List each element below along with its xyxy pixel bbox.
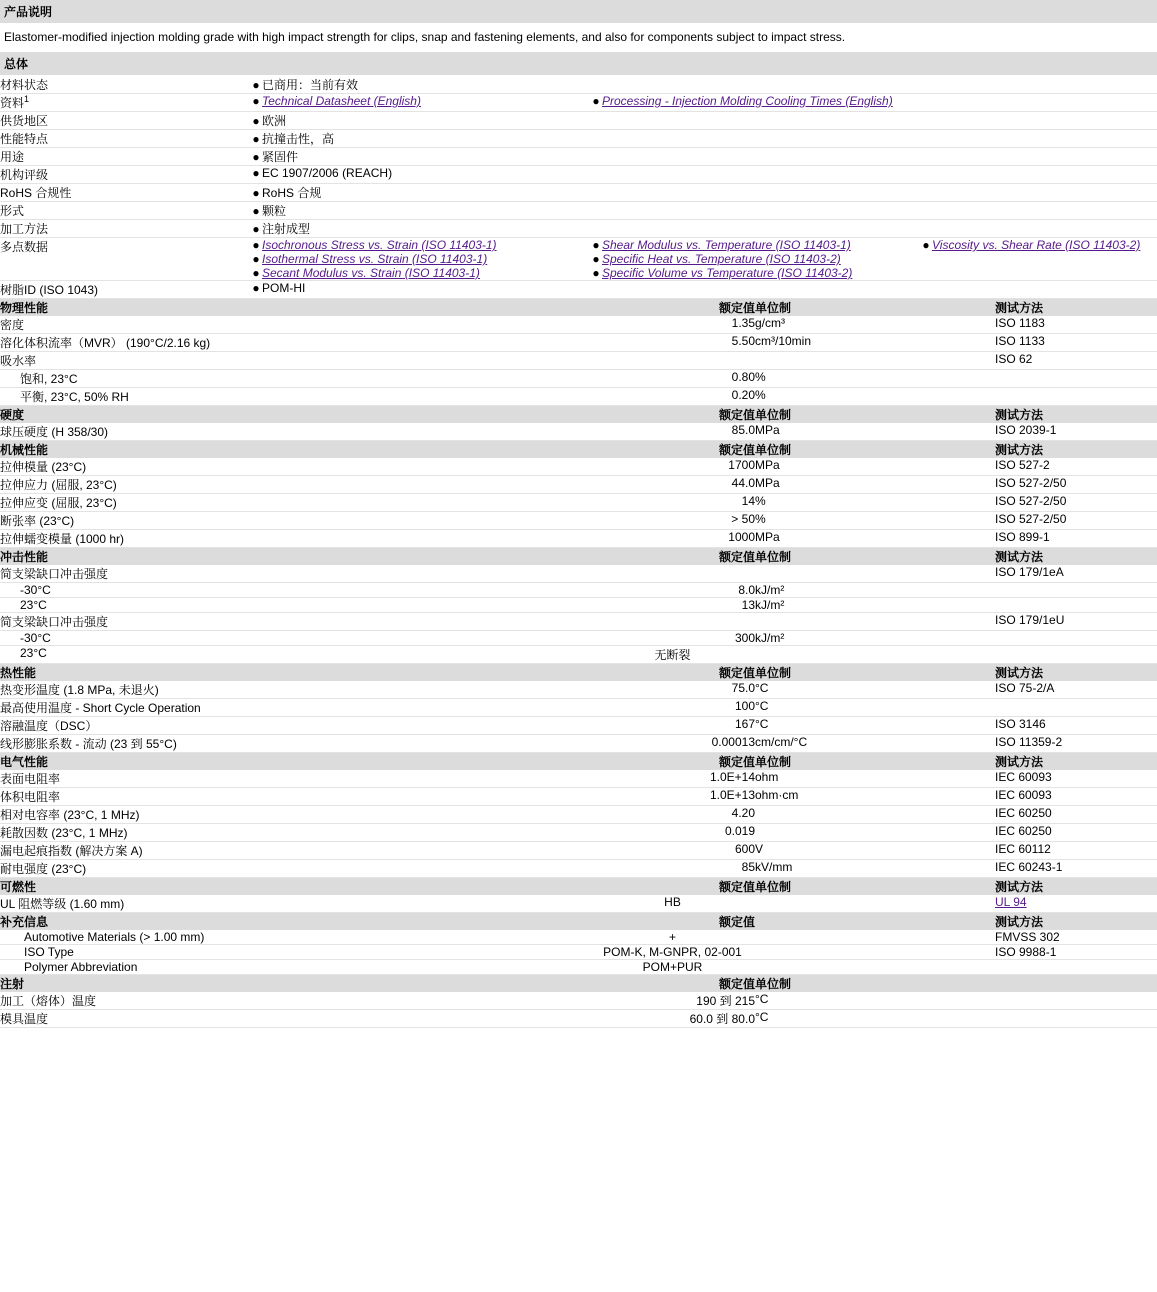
table-row	[0, 613, 1157, 631]
property-value-tensile-creep-modulus: 1000	[590, 530, 755, 548]
table-row	[0, 512, 1157, 530]
property-unit-tensile-strain: %	[755, 494, 995, 512]
multipoint-link-shear-modulus-temperature[interactable]: Shear Modulus vs. Temperature (ISO 11403-1)	[602, 238, 851, 252]
table-row	[0, 202, 1157, 220]
table-row	[0, 76, 1157, 94]
processing-cooling-times-link[interactable]: Processing - Injection Molding Cooling Times (English)	[602, 94, 893, 108]
column-header-rated-value: 额定值	[590, 664, 755, 682]
table-row	[0, 681, 1157, 699]
bullet-icon: ●	[252, 222, 260, 236]
column-header-rated-value: 额定值	[590, 753, 755, 771]
general-label-resin-id: 树脂ID (ISO 1043)	[0, 281, 250, 299]
section-header-physical	[0, 299, 1157, 316]
property-method-max-service-temp	[995, 699, 1157, 717]
property-value-charpy-notched-a	[590, 565, 755, 583]
property-label-equilibrium: 平衡, 23°C, 50% RH	[0, 388, 590, 406]
property-unit-tensile-stress: MPa	[755, 476, 995, 494]
bullet-icon: ●	[252, 150, 260, 164]
column-header-rated-value: 额定值	[590, 441, 755, 459]
property-value-melting-temperature: 167	[590, 717, 755, 735]
property-label-relative-permittivity: 相对电容率 (23°C, 1 MHz)	[0, 806, 590, 824]
general-value-features	[250, 130, 1157, 148]
column-header-unit	[755, 913, 995, 931]
table-row	[0, 388, 1157, 406]
property-value-processing-melt-temp: 190 到 215	[590, 992, 755, 1010]
column-header-unit: 单位制	[755, 664, 995, 682]
property-value-charpy-u-23: 无断裂	[590, 646, 755, 664]
bullet-icon: ●	[592, 238, 600, 252]
property-unit-charpy-notched-u	[755, 613, 995, 631]
property-method-tensile-stress: ISO 527-2/50	[995, 476, 1157, 494]
property-unit-automotive-materials	[755, 930, 995, 945]
section-title-impact: 冲击性能	[0, 548, 590, 566]
technical-datasheet-link[interactable]: Technical Datasheet (English)	[262, 94, 421, 108]
table-row	[0, 130, 1157, 148]
property-unit-equilibrium: %	[755, 388, 995, 406]
bullet-icon: ●	[252, 238, 260, 252]
property-label-charpy-notched-u: 简支梁缺口冲击强度	[0, 613, 590, 631]
property-value-cti: 600	[590, 842, 755, 860]
general-label-rohs: RoHS 合规性	[0, 184, 250, 202]
property-unit-water-absorption	[755, 352, 995, 370]
property-value-hdt: 75.0	[590, 681, 755, 699]
general-value-resin-id	[250, 281, 1157, 299]
property-label-charpy-u-minus30: -30°C	[0, 631, 590, 646]
property-unit-clte-flow: cm/cm/°C	[755, 735, 995, 753]
property-method-elongation-at-break: ISO 527-2/50	[995, 512, 1157, 530]
table-row	[0, 930, 1157, 945]
property-unit-relative-permittivity	[755, 806, 995, 824]
property-label-saturated: 饱和, 23°C	[0, 370, 590, 388]
property-value-ul-flame-rating: HB	[590, 895, 755, 913]
property-value-ball-indentation-hardness: 85.0	[590, 423, 755, 441]
table-row	[0, 494, 1157, 512]
general-value-availability	[250, 112, 1157, 130]
section-title-physical: 物理性能	[0, 299, 590, 316]
property-unit-dielectric-strength: kV/mm	[755, 860, 995, 878]
general-label-multipoint-data: 多点数据	[0, 238, 250, 281]
property-value-charpy-notched-u	[590, 613, 755, 631]
table-row	[0, 992, 1157, 1010]
property-label-charpy-notched-a: 简支梁缺口冲击强度	[0, 565, 590, 583]
list-item	[590, 266, 920, 280]
property-unit-hdt: °C	[755, 681, 995, 699]
property-method-dielectric-strength: IEC 60243-1	[995, 860, 1157, 878]
table-row	[0, 646, 1157, 664]
property-value-mvr: 5.50	[590, 334, 755, 352]
property-value-volume-resistivity: 1.0E+13	[590, 788, 755, 806]
property-unit-saturated: %	[755, 370, 995, 388]
table-row	[0, 458, 1157, 476]
multipoint-column-1	[250, 238, 590, 281]
value-text: RoHS 合规	[262, 186, 322, 200]
property-label-iso-type: ISO Type	[0, 945, 590, 960]
column-header-test-method: 测试方法	[995, 913, 1157, 931]
property-value-equilibrium: 0.20	[590, 388, 755, 406]
property-method-surface-resistivity: IEC 60093	[995, 770, 1157, 788]
column-header-test-method: 测试方法	[995, 664, 1157, 682]
bullet-icon: ●	[252, 266, 260, 280]
section-header-general: 总体	[0, 52, 1157, 76]
property-unit-mold-temperature: °C	[755, 1010, 995, 1028]
property-method-charpy-notched-a: ISO 179/1eA	[995, 565, 1157, 583]
table-row	[0, 945, 1157, 960]
column-header-test-method: 测试方法	[995, 753, 1157, 771]
column-header-unit: 单位制	[755, 975, 995, 993]
property-unit-cti: V	[755, 842, 995, 860]
multipoint-link-isothermal-stress-strain[interactable]: Isothermal Stress vs. Strain (ISO 11403-1)	[262, 252, 488, 266]
bullet-icon: ●	[252, 166, 260, 180]
property-method-cti: IEC 60112	[995, 842, 1157, 860]
column-header-rated-value: 额定值	[590, 975, 755, 993]
table-row	[0, 148, 1157, 166]
property-method-hdt: ISO 75-2/A	[995, 681, 1157, 699]
property-label-tensile-modulus: 拉伸模量 (23°C)	[0, 458, 590, 476]
property-label-water-absorption: 吸水率	[0, 352, 590, 370]
property-method-iso-type: ISO 9988-1	[995, 945, 1157, 960]
column-header-test-method: 测试方法	[995, 406, 1157, 424]
table-row	[0, 423, 1157, 441]
property-method-clte-flow: ISO 11359-2	[995, 735, 1157, 753]
property-label-ul-flame-rating: UL 阻燃等级 (1.60 mm)	[0, 895, 590, 913]
section-header-thermal	[0, 664, 1157, 682]
list-item	[250, 266, 590, 280]
property-method-volume-resistivity: IEC 60093	[995, 788, 1157, 806]
property-method-charpy-notched-u: ISO 179/1eU	[995, 613, 1157, 631]
section-title-flammability: 可燃性	[0, 878, 590, 896]
table-row	[0, 166, 1157, 184]
property-unit-surface-resistivity: ohm	[755, 770, 995, 788]
property-label-polymer-abbreviation: Polymer Abbreviation	[0, 960, 590, 975]
table-row	[0, 184, 1157, 202]
property-method-saturated	[995, 370, 1157, 388]
property-label-melting-temperature: 溶融温度（DSC）	[0, 717, 590, 735]
property-method-melting-temperature: ISO 3146	[995, 717, 1157, 735]
section-title-thermal: 热性能	[0, 664, 590, 682]
table-row	[0, 476, 1157, 494]
list-item	[250, 238, 590, 252]
bullet-icon: ●	[252, 132, 260, 146]
property-unit-max-service-temp: °C	[755, 699, 995, 717]
general-table	[0, 76, 1157, 299]
property-method-mold-temperature	[995, 1010, 1157, 1028]
table-row	[0, 530, 1157, 548]
property-method-charpy-u-23	[995, 646, 1157, 664]
table-row	[0, 220, 1157, 238]
property-value-charpy-a-23: 13	[590, 598, 755, 613]
section-header-injection	[0, 975, 1157, 993]
table-row	[0, 788, 1157, 806]
property-label-processing-melt-temp: 加工（熔体）温度	[0, 992, 590, 1010]
property-value-iso-type: POM-K, M-GNPR, 02-001	[590, 945, 755, 960]
general-label-uses: 用途	[0, 148, 250, 166]
property-label-dielectric-strength: 耐电强度 (23°C)	[0, 860, 590, 878]
bullet-icon: ●	[252, 94, 260, 108]
property-unit-ul-flame-rating	[755, 895, 995, 913]
table-row	[0, 583, 1157, 598]
table-row	[0, 960, 1157, 975]
list-item	[590, 238, 920, 252]
table-row	[0, 352, 1157, 370]
column-header-unit: 单位制	[755, 753, 995, 771]
property-unit-polymer-abbreviation	[755, 960, 995, 975]
section-header-flammability	[0, 878, 1157, 896]
property-method-tensile-strain: ISO 527-2/50	[995, 494, 1157, 512]
property-method-ul-flame-rating	[995, 895, 1157, 913]
general-label-documents: 资料$^1$	[0, 94, 250, 112]
property-unit-melting-temperature: °C	[755, 717, 995, 735]
property-unit-charpy-u-minus30: kJ/m²	[755, 631, 995, 646]
property-method-tensile-modulus: ISO 527-2	[995, 458, 1157, 476]
section-title-hardness: 硬度	[0, 406, 590, 424]
property-value-tensile-stress: 44.0	[590, 476, 755, 494]
property-unit-charpy-a-minus30: kJ/m²	[755, 583, 995, 598]
column-header-unit: 单位制	[755, 441, 995, 459]
property-label-tensile-stress: 拉伸应力 (屈服, 23°C)	[0, 476, 590, 494]
table-row	[0, 842, 1157, 860]
value-text: 紧固件	[262, 150, 299, 164]
section-header-product-description: 产品说明	[0, 0, 1157, 24]
general-value-doc-2	[590, 94, 1157, 112]
column-header-test-method	[995, 975, 1157, 993]
general-value-processing-method	[250, 220, 1157, 238]
general-value-forms	[250, 202, 1157, 220]
column-header-test-method: 测试方法	[995, 878, 1157, 896]
bullet-icon: ●	[252, 78, 260, 92]
property-value-mold-temperature: 60.0 到 80.0	[590, 1010, 755, 1028]
property-value-automotive-materials: +	[590, 930, 755, 945]
property-unit-elongation-at-break: %	[755, 512, 995, 530]
property-unit-tensile-modulus: MPa	[755, 458, 995, 476]
table-row	[0, 806, 1157, 824]
multipoint-link-isochronous-stress-strain[interactable]: Isochronous Stress vs. Strain (ISO 11403-1)	[262, 238, 497, 252]
property-method-charpy-a-23	[995, 598, 1157, 613]
table-row	[0, 1010, 1157, 1028]
section-header-electrical	[0, 753, 1157, 771]
property-unit-charpy-a-23: kJ/m²	[755, 598, 995, 613]
list-item	[920, 238, 1157, 252]
column-header-test-method: 测试方法	[995, 548, 1157, 566]
property-label-mold-temperature: 模具温度	[0, 1010, 590, 1028]
section-title-additional-info: 补充信息	[0, 913, 590, 931]
property-value-elongation-at-break: > 50	[590, 512, 755, 530]
product-description-text: Elastomer-modified injection molding grade with high impact strength for clips, snap and fastening elements, and also for components subject to impact stress.	[4, 30, 846, 44]
table-row	[0, 370, 1157, 388]
property-label-clte-flow: 线形膨胀系数 - 流动 (23 到 55°C)	[0, 735, 590, 753]
property-method-ball-indentation-hardness: ISO 2039-1	[995, 423, 1157, 441]
table-row	[0, 860, 1157, 878]
property-unit-tensile-creep-modulus: MPa	[755, 530, 995, 548]
property-method-processing-melt-temp	[995, 992, 1157, 1010]
general-label-agency-ratings: 机构评级	[0, 166, 250, 184]
property-method-charpy-u-minus30	[995, 631, 1157, 646]
general-label-availability: 供货地区	[0, 112, 250, 130]
column-header-rated-value: 额定值	[590, 299, 755, 316]
property-method-automotive-materials: FMVSS 302	[995, 930, 1157, 945]
column-header-unit: 单位制	[755, 299, 995, 316]
multipoint-column-2	[590, 238, 920, 281]
property-label-ball-indentation-hardness: 球压硬度 (H 358/30)	[0, 423, 590, 441]
table-row	[0, 112, 1157, 130]
general-value-doc-1	[250, 94, 590, 112]
list-item	[250, 252, 590, 266]
column-header-rated-value: 额定值	[590, 878, 755, 896]
table-row	[0, 735, 1157, 753]
property-value-surface-resistivity: 1.0E+14	[590, 770, 755, 788]
bullet-icon: ●	[592, 266, 600, 280]
column-header-test-method: 测试方法	[995, 441, 1157, 459]
property-label-automotive-materials: Automotive Materials (> 1.00 mm)	[0, 930, 590, 945]
list-item	[590, 252, 920, 266]
property-method-tensile-creep-modulus: ISO 899-1	[995, 530, 1157, 548]
multipoint-link-specific-heat-temperature[interactable]: Specific Heat vs. Temperature (ISO 11403-2)	[602, 252, 841, 266]
bullet-icon: ●	[592, 252, 600, 266]
property-value-water-absorption	[590, 352, 755, 370]
property-unit-mvr: cm³/10min	[755, 334, 995, 352]
bullet-icon: ●	[252, 281, 260, 295]
section-header-hardness	[0, 406, 1157, 424]
section-header-impact	[0, 548, 1157, 566]
bullet-icon: ●	[252, 252, 260, 266]
property-value-dissipation-factor: 0.019	[590, 824, 755, 842]
property-label-tensile-creep-modulus: 拉伸蠕变模量 (1000 hr)	[0, 530, 590, 548]
value-text: EC 1907/2006 (REACH)	[262, 166, 393, 180]
property-value-charpy-a-minus30: 8.0	[590, 583, 755, 598]
column-header-unit: 单位制	[755, 548, 995, 566]
general-label-features: 性能特点	[0, 130, 250, 148]
property-value-max-service-temp: 100	[590, 699, 755, 717]
property-label-density: 密度	[0, 316, 590, 334]
property-label-mvr: 溶化体积流率（MVR） (190°C/2.16 kg)	[0, 334, 590, 352]
property-value-dielectric-strength: 85	[590, 860, 755, 878]
column-header-unit: 单位制	[755, 406, 995, 424]
column-header-rated-value: 额定值	[590, 913, 755, 931]
bullet-icon: ●	[252, 114, 260, 128]
property-method-equilibrium	[995, 388, 1157, 406]
table-row	[0, 895, 1157, 913]
general-value-uses	[250, 148, 1157, 166]
property-value-density: 1.35	[590, 316, 755, 334]
multipoint-link-specific-volume-temperature[interactable]: Specific Volume vs Temperature (ISO 11403-2)	[602, 266, 853, 280]
multipoint-link-viscosity-shear-rate[interactable]: Viscosity vs. Shear Rate (ISO 11403-2)	[932, 238, 1141, 252]
ul94-link[interactable]: UL 94	[995, 895, 1027, 909]
table-row	[0, 334, 1157, 352]
property-label-hdt: 热变形温度 (1.8 MPa, 未退火)	[0, 681, 590, 699]
column-header-unit: 单位制	[755, 878, 995, 896]
property-unit-processing-melt-temp: °C	[755, 992, 995, 1010]
property-value-relative-permittivity: 4.20	[590, 806, 755, 824]
table-row	[0, 94, 1157, 112]
column-header-rated-value: 额定值	[590, 406, 755, 424]
general-value-material-status	[250, 76, 1157, 94]
property-unit-iso-type	[755, 945, 995, 960]
property-value-polymer-abbreviation: POM+PUR	[590, 960, 755, 975]
bullet-icon: ●	[252, 204, 260, 218]
section-title-mechanical: 机械性能	[0, 441, 590, 459]
table-row	[0, 598, 1157, 613]
table-row	[0, 770, 1157, 788]
property-label-tensile-strain: 拉伸应变 (屈服, 23°C)	[0, 494, 590, 512]
property-label-surface-resistivity: 表面电阻率	[0, 770, 590, 788]
property-unit-charpy-u-23	[755, 646, 995, 664]
multipoint-link-secant-modulus-strain[interactable]: Secant Modulus vs. Strain (ISO 11403-1)	[262, 266, 480, 280]
table-row	[0, 717, 1157, 735]
property-label-max-service-temp: 最高使用温度 - Short Cycle Operation	[0, 699, 590, 717]
table-row	[0, 631, 1157, 646]
value-text: 颗粒	[262, 204, 287, 218]
section-title-electrical: 电气性能	[0, 753, 590, 771]
table-row	[0, 824, 1157, 842]
property-label-dissipation-factor: 耗散因数 (23°C, 1 MHz)	[0, 824, 590, 842]
table-row	[0, 699, 1157, 717]
property-label-charpy-u-23: 23°C	[0, 646, 590, 664]
multipoint-data-row	[0, 238, 1157, 281]
property-method-dissipation-factor: IEC 60250	[995, 824, 1157, 842]
value-text: POM-HI	[262, 281, 306, 295]
property-unit-dissipation-factor	[755, 824, 995, 842]
property-method-water-absorption: ISO 62	[995, 352, 1157, 370]
property-label-charpy-a-23: 23°C	[0, 598, 590, 613]
value-text: 已商用：当前有效	[262, 78, 359, 92]
bullet-icon: ●	[922, 238, 930, 252]
general-value-rohs	[250, 184, 1157, 202]
general-label-material-status: 材料状态	[0, 76, 250, 94]
property-label-cti: 漏电起痕指数 (解决方案 A)	[0, 842, 590, 860]
table-row	[0, 316, 1157, 334]
multipoint-column-3	[920, 238, 1157, 281]
column-header-rated-value: 额定值	[590, 548, 755, 566]
property-unit-charpy-notched-a	[755, 565, 995, 583]
footnote-marker: 1	[24, 94, 30, 104]
general-value-agency-ratings	[250, 166, 1157, 184]
property-value-clte-flow: 0.00013	[590, 735, 755, 753]
value-text: 抗撞击性，高	[262, 132, 335, 146]
property-value-tensile-modulus: 1700	[590, 458, 755, 476]
column-header-test-method: 测试方法	[995, 299, 1157, 316]
general-label-processing-method: 加工方法	[0, 220, 250, 238]
value-text: 注射成型	[262, 222, 311, 236]
value-text: 欧洲	[262, 114, 287, 128]
property-method-relative-permittivity: IEC 60250	[995, 806, 1157, 824]
general-label-forms: 形式	[0, 202, 250, 220]
section-header-additional-info	[0, 913, 1157, 931]
property-unit-density: g/cm³	[755, 316, 995, 334]
table-row	[0, 565, 1157, 583]
property-unit-ball-indentation-hardness: MPa	[755, 423, 995, 441]
properties-table	[0, 299, 1157, 1028]
property-label-charpy-a-minus30: -30°C	[0, 583, 590, 598]
bullet-icon: ●	[592, 94, 600, 108]
property-method-density: ISO 1183	[995, 316, 1157, 334]
property-value-saturated: 0.80	[590, 370, 755, 388]
property-label-volume-resistivity: 体积电阻率	[0, 788, 590, 806]
property-value-tensile-strain: 14	[590, 494, 755, 512]
table-row	[0, 281, 1157, 299]
property-label-elongation-at-break: 断张率 (23°C)	[0, 512, 590, 530]
property-method-charpy-a-minus30	[995, 583, 1157, 598]
property-method-mvr: ISO 1133	[995, 334, 1157, 352]
property-value-charpy-u-minus30: 300	[590, 631, 755, 646]
section-title-injection: 注射	[0, 975, 590, 993]
bullet-icon: ●	[252, 186, 260, 200]
property-unit-volume-resistivity: ohm·cm	[755, 788, 995, 806]
section-header-mechanical	[0, 441, 1157, 459]
property-method-polymer-abbreviation	[995, 960, 1157, 975]
